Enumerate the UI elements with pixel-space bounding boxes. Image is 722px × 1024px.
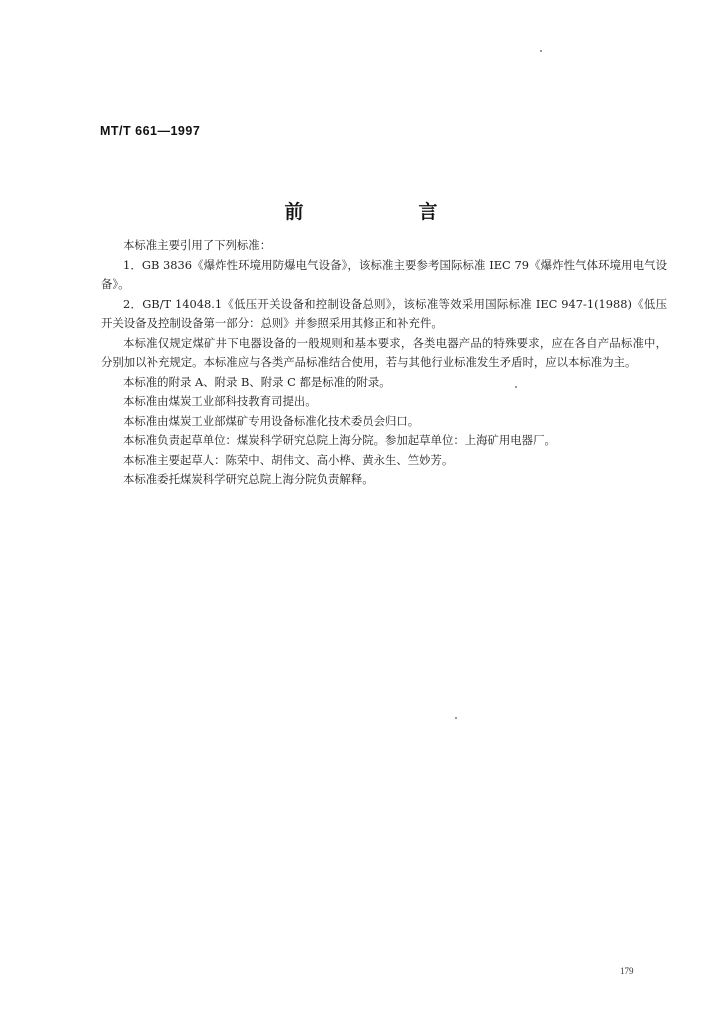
page-number: 179 bbox=[620, 966, 634, 976]
standard-code: MT/T 661—1997 bbox=[100, 124, 201, 138]
body-text bbox=[101, 236, 667, 490]
paragraph: 本标准负责起草单位：煤炭科学研究总院上海分院。参加起草单位：上海矿用电器厂。 bbox=[123, 433, 556, 447]
paragraph: 本标准由煤炭工业部煤矿专用设备标准化技术委员会归口。 bbox=[123, 413, 420, 428]
scan-speck bbox=[540, 50, 542, 52]
paragraph: 本标准由煤炭工业部科技教育司提出。 bbox=[123, 394, 317, 408]
scan-speck bbox=[515, 386, 517, 388]
paragraph: 本标准主要引用了下列标准： bbox=[123, 238, 272, 252]
paragraph: 本标准委托煤炭科学研究总院上海分院负责解释。 bbox=[123, 472, 374, 486]
section-title: 前 言 bbox=[284, 201, 486, 223]
scan-speck bbox=[455, 717, 457, 719]
paragraph: 本标准仅规定煤矿井下电器设备的一般规则和基本要求，各类电器产品的特殊要求，应在各自产品标准中，分别加以补充规定。本标准应与各类产品标准结合使用，若与其他行业标准发生矛盾时，应以本标准为主。 bbox=[101, 335, 667, 369]
paragraph: 本标准的附录 A、附录 B、附录 C 都是标准的附录。 bbox=[123, 374, 391, 389]
paragraph: 2．GB/T 14048.1《低压开关设备和控制设备总则》，该标准等效采用国际标准 IEC 947-1(1988)《低压开关设备及控制设备第一部分：总则》并参照采用其修正和补充件。 bbox=[101, 296, 667, 330]
paragraph: 1．GB 3836《爆炸性环境用防爆电气设备》，该标准主要参考国际标准 IEC 79《爆炸性气体环境用电气设备》。 bbox=[101, 257, 667, 291]
paragraph: 本标准主要起草人：陈荣中、胡伟文、高小桦、黄永生、竺妙芳。 bbox=[123, 452, 454, 467]
